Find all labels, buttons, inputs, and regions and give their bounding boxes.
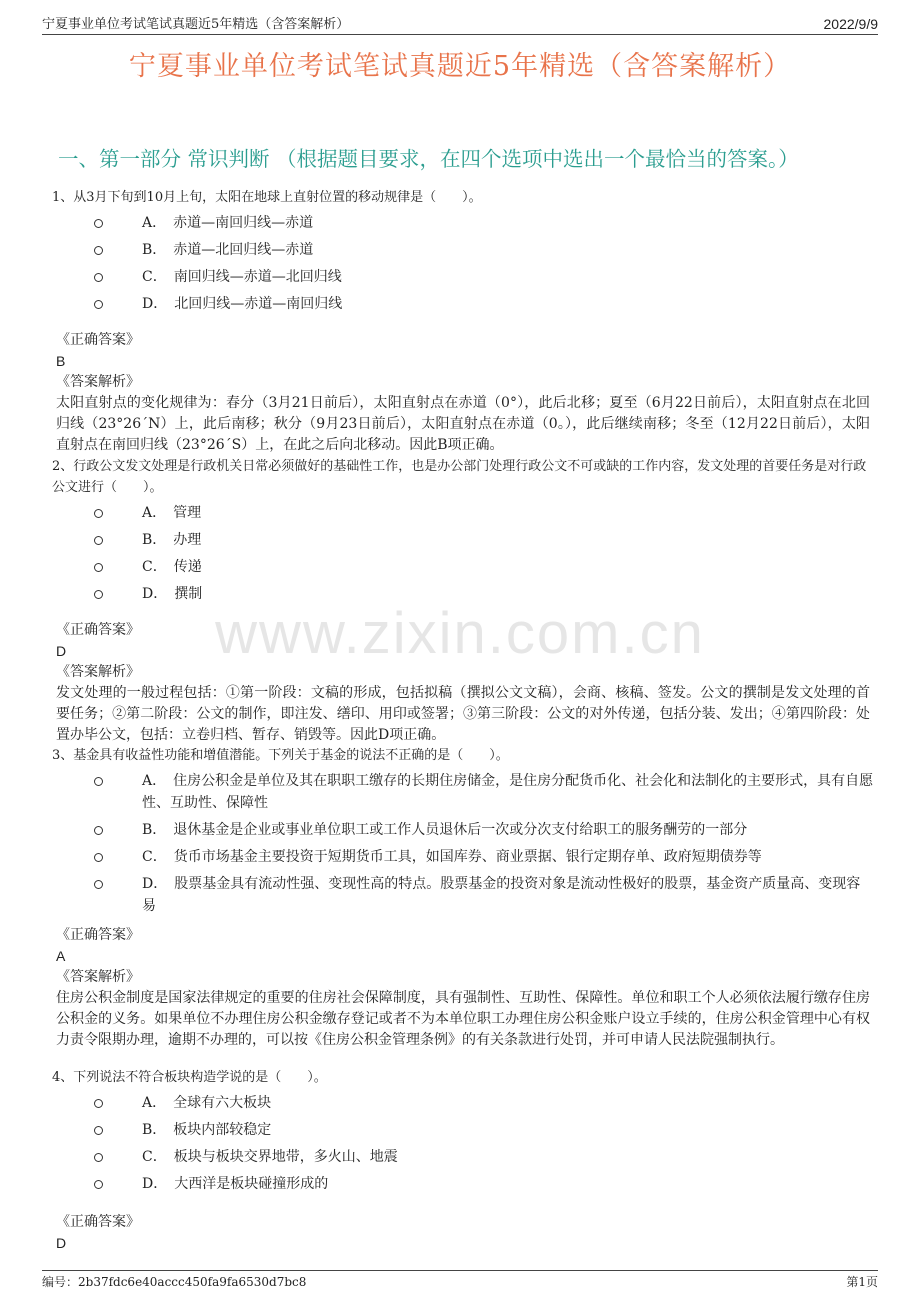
option-c[interactable]	[52, 846, 874, 868]
option-b[interactable]	[52, 819, 874, 841]
option-a[interactable]	[52, 212, 874, 234]
answer-label: 《正确答案》	[56, 622, 140, 638]
option-d[interactable]	[52, 873, 874, 917]
explanation-text: 住房公积金制度是国家法律规定的重要的住房社会保障制度，具有强制性、互助性、保障性。单位和职工个人必须依法履行缴存住房公积金的义务。如果单位不办理住房公积金缴存登记或者不为本单位职工办理住房公积金账户设立手续的，住房公积金管理中心有权力责令限期办理，逾期不办理的，可以按《住房公积金管理条例》的有关条款进行处罚，并可申请人民法院强制执行。	[56, 990, 870, 1048]
option-a[interactable]	[52, 1092, 874, 1114]
radio-icon[interactable]	[94, 246, 103, 255]
radio-icon[interactable]	[94, 1099, 103, 1108]
option-text: 大西洋是板块碰撞形成的	[174, 1176, 329, 1192]
option-text: 全球有六大板块	[173, 1095, 272, 1111]
option-letter: C．	[142, 1149, 160, 1165]
option-letter: C．	[142, 269, 160, 285]
option-letter: B．	[142, 1122, 160, 1138]
document-title: 宁夏事业单位考试笔试真题近5年精选（含答案解析）	[128, 51, 792, 82]
radio-icon[interactable]	[94, 219, 103, 228]
option-c[interactable]	[52, 1146, 874, 1168]
header-date: 2022/9/9	[823, 16, 878, 32]
option-text: 退休基金是企业或事业单位职工或工作人员退休后一次或分次支付给职工的服务酬劳的一部分	[173, 822, 748, 838]
document-code: 编号：2b37fdc6e40accc450fa9fa6530d7bc8	[42, 1275, 307, 1289]
explanation-text: 太阳直射点的变化规律为：春分（3月21日前后），太阳直射点在赤道（0°），此后北移；夏至（6月22日前后），太阳直射点在北回归线（23°26´N）上，此后南移；秋分（9月23日前后），太阳直射点在赤道（0。），此后继续南移；冬至（12月22日前后），太阳直射点在南回归线（23°26´S）上，在此之后向北移动。因此B项正确。	[56, 395, 870, 453]
radio-icon[interactable]	[94, 590, 103, 599]
option-letter: A．	[142, 215, 160, 231]
radio-icon[interactable]	[94, 1180, 103, 1189]
option-d[interactable]	[52, 1173, 874, 1195]
question-4	[52, 1067, 874, 1200]
radio-icon[interactable]	[94, 563, 103, 572]
radio-icon[interactable]	[94, 536, 103, 545]
option-letter: B．	[142, 822, 160, 838]
question-1	[52, 187, 874, 320]
radio-icon[interactable]	[94, 1126, 103, 1135]
answer-block-1	[56, 330, 870, 456]
option-d[interactable]	[52, 293, 874, 315]
option-text: 住房公积金是单位及其在职职工缴存的长期住房储金，是住房分配货币化、社会化和法制化的主要形式，具有自愿性、互助性、保障性	[142, 773, 874, 811]
option-text: 股票基金具有流动性强、变现性高的特点。股票基金的投资对象是流动性极好的股票，基金资产质量高、变现容易	[142, 876, 861, 914]
question-stem: 2、行政公文发文处理是行政机关日常必须做好的基础性工作，也是办公部门处理行政公文不可或缺的工作内容，发文处理的首要任务是对行政公文进行（ ）。	[52, 459, 867, 495]
explanation-label: 《答案解析》	[56, 664, 140, 680]
question-stem: 1、从3月下旬到10月上旬，太阳在地球上直射位置的移动规律是（ ）。	[52, 190, 482, 205]
question-2	[52, 456, 874, 610]
option-letter: D．	[142, 586, 161, 602]
section-heading: 一、第一部分 常识判断 （根据题目要求，在四个选项中选出一个最恰当的答案。）	[58, 147, 799, 171]
radio-icon[interactable]	[94, 777, 103, 786]
option-text: 管理	[173, 505, 202, 521]
answer-block-4	[56, 1212, 870, 1254]
radio-icon[interactable]	[94, 300, 103, 309]
option-b[interactable]	[52, 239, 874, 261]
option-text: 板块与板块交界地带，多火山、地震	[173, 1149, 398, 1165]
option-text: 北回归线—赤道—南回归线	[174, 296, 343, 312]
answer-value: A	[56, 948, 66, 964]
option-text: 南回归线—赤道—北回归线	[173, 269, 342, 285]
option-letter: D．	[142, 1176, 161, 1192]
page-header	[42, 10, 878, 35]
option-a[interactable]	[52, 770, 874, 814]
page-footer	[42, 1270, 878, 1293]
option-letter: D．	[142, 296, 161, 312]
option-text: 办理	[173, 532, 202, 548]
radio-icon[interactable]	[94, 880, 103, 889]
option-c[interactable]	[52, 556, 874, 578]
option-letter: B．	[142, 242, 160, 258]
option-letter: A．	[142, 1095, 160, 1111]
radio-icon[interactable]	[94, 273, 103, 282]
option-letter: A．	[142, 505, 160, 521]
page-number: 第1页	[846, 1275, 878, 1289]
answer-value: D	[56, 1235, 67, 1251]
answer-label: 《正确答案》	[56, 1214, 140, 1230]
option-text: 板块内部较稳定	[173, 1122, 272, 1138]
option-b[interactable]	[52, 1119, 874, 1141]
option-d[interactable]	[52, 583, 874, 605]
option-letter: C．	[142, 849, 160, 865]
question-stem: 4、下列说法不符合板块构造学说的是（ ）。	[52, 1070, 327, 1085]
radio-icon[interactable]	[94, 853, 103, 862]
option-text: 货币市场基金主要投资于短期货币工具，如国库券、商业票据、银行定期存单、政府短期债券等	[173, 849, 762, 865]
question-3	[52, 745, 874, 922]
radio-icon[interactable]	[94, 1153, 103, 1162]
option-letter: B．	[142, 532, 160, 548]
radio-icon[interactable]	[94, 826, 103, 835]
answer-value: B	[56, 353, 66, 369]
answer-label: 《正确答案》	[56, 927, 140, 943]
header-title: 宁夏事业单位考试笔试真题近5年精选（含答案解析）	[42, 17, 350, 32]
option-letter: C．	[142, 559, 160, 575]
explanation-label: 《答案解析》	[56, 969, 140, 985]
option-text: 传递	[173, 559, 202, 575]
radio-icon[interactable]	[94, 509, 103, 518]
explanation-label: 《答案解析》	[56, 374, 140, 390]
answer-value: D	[56, 643, 67, 659]
option-text: 赤道—南回归线—赤道	[173, 215, 314, 231]
answer-label: 《正确答案》	[56, 332, 140, 348]
option-letter: D．	[142, 876, 161, 892]
option-letter: A．	[142, 773, 160, 789]
option-text: 赤道—北回归线—赤道	[173, 242, 314, 258]
option-a[interactable]	[52, 502, 874, 524]
answer-block-2	[56, 620, 870, 746]
answer-block-3	[56, 925, 870, 1051]
watermark: www.zixin.com.cn	[215, 601, 705, 666]
explanation-text: 发文处理的一般过程包括：①第一阶段：文稿的形成，包括拟稿（撰拟公文文稿），会商、核稿、签发。公文的撰制是发文处理的首要任务；②第二阶段：公文的制作，即注发、缮印、用印或签署；③第三阶段：公文的对外传递，包括分装、发出；④第四阶段：处置办毕公文，包括：立卷归档、暂存、销毁等。因此D项正确。	[56, 685, 870, 743]
option-text: 撰制	[174, 586, 203, 602]
option-c[interactable]	[52, 266, 874, 288]
option-b[interactable]	[52, 529, 874, 551]
question-stem: 3、基金具有收益性功能和增值潜能。下列关于基金的说法不正确的是（ ）。	[52, 748, 509, 763]
